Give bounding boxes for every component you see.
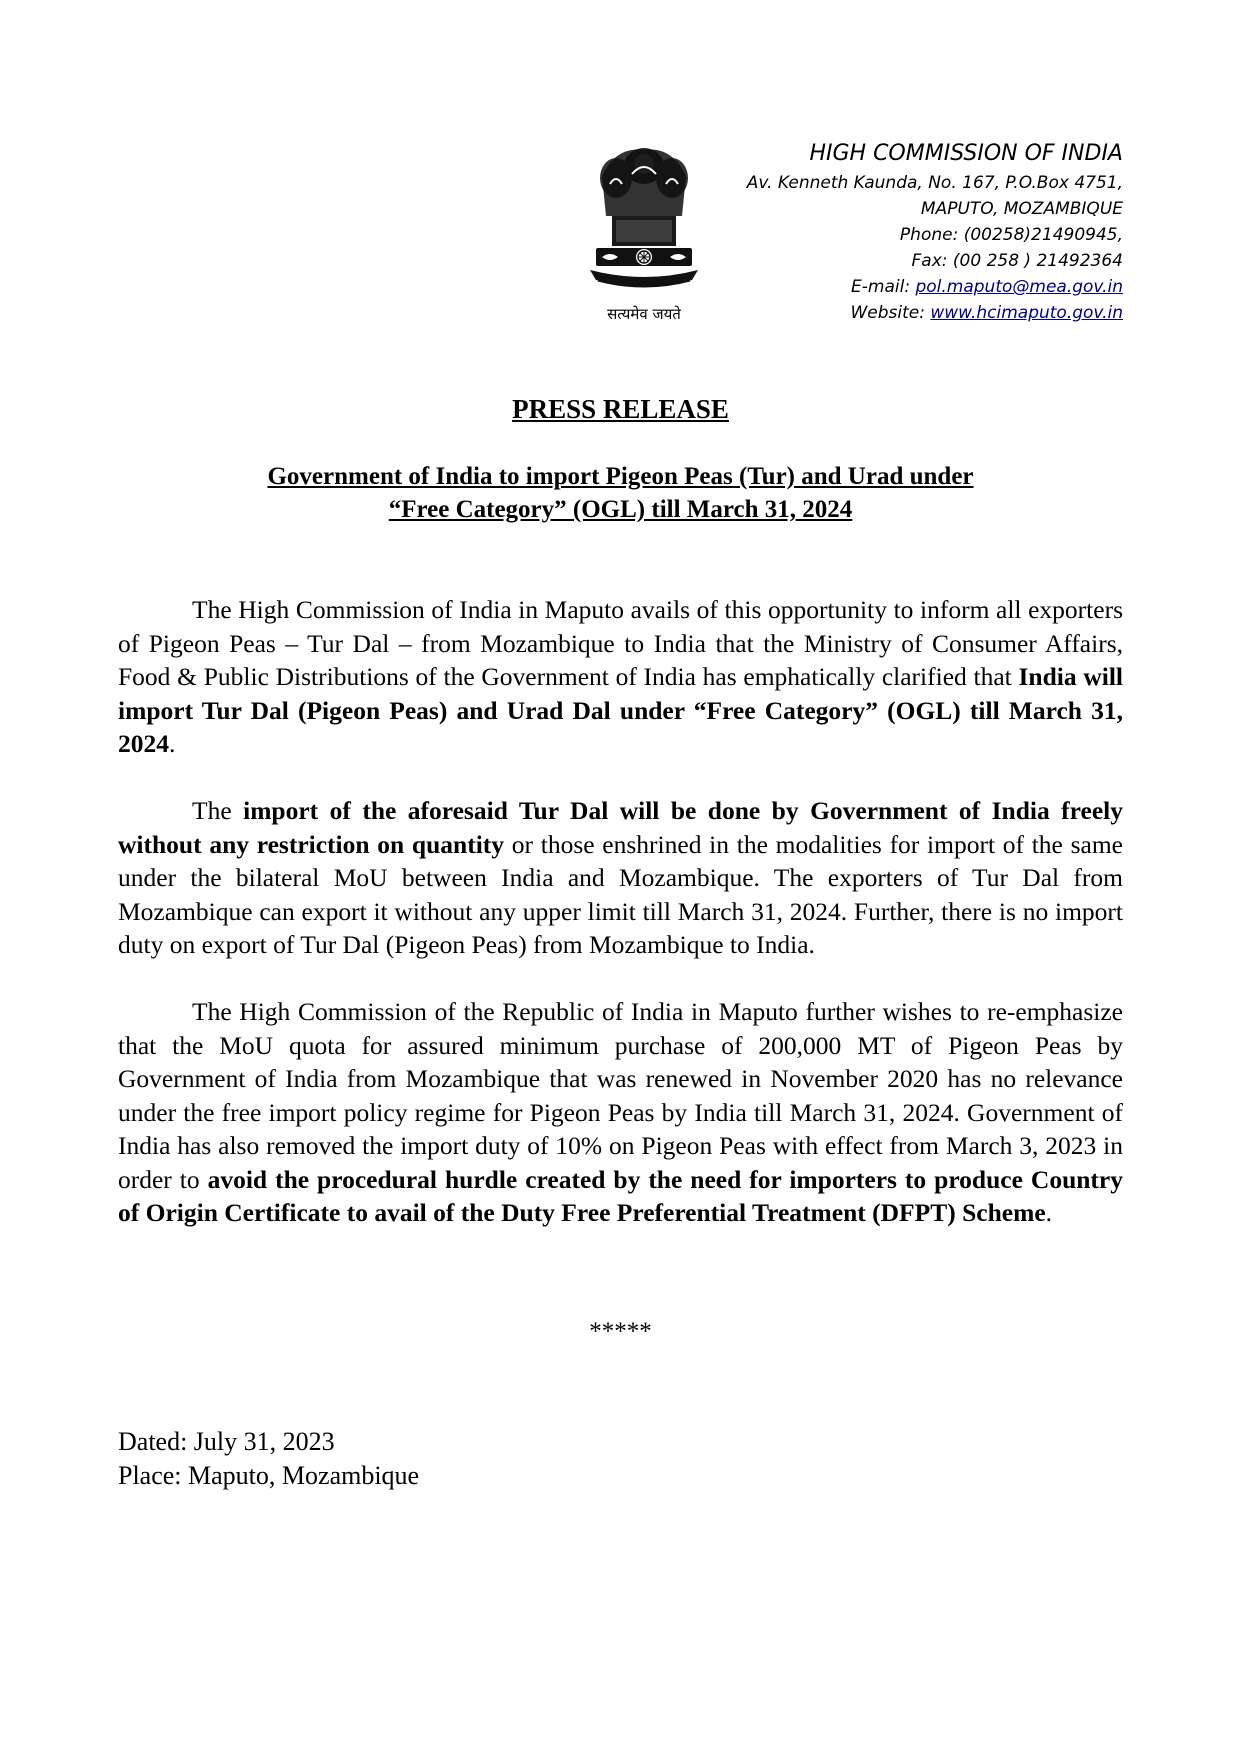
paragraph-3-end: .	[1045, 1198, 1053, 1227]
paragraph-3	[118, 995, 1123, 1230]
fax-number: Fax: (00 258 ) 21492364	[911, 251, 1123, 271]
email-label: E-mail:	[851, 277, 916, 297]
address-line-2: MAPUTO, MOZAMBIQUE	[920, 199, 1123, 219]
paragraph-3-text: The High Commission of the Republic of India in Maputo further wishes to re-emphasize that the MoU quota for assured minimum purchase of 200,000 MT of Pigeon Peas by Government of India from Mozambique that was renewed in November 2020 has no relevance under the free import policy regime for Pigeon Peas by India till March 31, 2024. Government of India has also removed the import duty of 10% on Pigeon Peas with effect from March 3, 2023 in order to	[118, 997, 1123, 1194]
emblem-motto: सत्यमेव जयते	[607, 305, 681, 323]
press-release-heading: PRESS RELEASE	[512, 394, 729, 424]
website-line	[747, 300, 1123, 326]
paragraph-2-start: The	[192, 796, 244, 825]
letterhead	[747, 138, 1123, 326]
paragraph-3-bold: avoid the procedural hurdle created by the need for importers to produce Country of Origin Certificate to avail of the Duty Free Preferential Treatment (DFPT) Scheme	[118, 1164, 1123, 1227]
website-label: Website:	[850, 303, 931, 323]
place-line: Place: Maputo, Mozambique	[118, 1461, 420, 1490]
paragraph-1-text: The High Commission of India in Maputo avails of this opportunity to inform all exporters of Pigeon Peas – Tur Dal – from Mozambique to India that the Ministry of Consumer Affairs, Food & Public Distributions of the Government of India has emphatically clarified that	[118, 595, 1123, 691]
paragraph-2	[118, 794, 1123, 962]
body-text	[118, 593, 1123, 1263]
section-separator: *****	[589, 1318, 652, 1345]
paragraph-2-text: or those enshrined in the modalities for import of the same under the bilateral MoU between India and Mozambique. The exporters of Tur Dal from Mozambique can export it without any upper limit till March 31, 2024. Further, there is no import duty on export of Tur Dal (Pigeon Peas) from Mozambique to India.	[118, 829, 1123, 959]
headline-line-2: “Free Category” (OGL) till March 31, 2024	[388, 496, 853, 523]
organization-name: HIGH COMMISSION OF INDIA	[809, 141, 1123, 166]
paragraph-1	[118, 593, 1123, 761]
phone-number: Phone: (00258)21490945,	[899, 225, 1123, 245]
state-emblem	[576, 136, 712, 332]
footer	[118, 1425, 419, 1493]
ashoka-emblem-icon	[576, 136, 712, 306]
dated-line: Dated: July 31, 2023	[118, 1427, 335, 1456]
website-link[interactable]: www.hcimaputo.gov.in	[930, 303, 1123, 323]
email-line	[747, 274, 1123, 300]
paragraph-2-bold: import of the aforesaid Tur Dal will be done by Government of India freely without any restriction on quantity	[118, 796, 1123, 859]
email-link[interactable]: pol.maputo@mea.gov.in	[915, 277, 1123, 297]
address-line-1: Av. Kenneth Kaunda, No. 167, P.O.Box 4751,	[746, 173, 1123, 193]
paragraph-1-bold: India will import Tur Dal (Pigeon Peas) and Urad Dal under “Free Category” (OGL) till March 31, 2024	[118, 662, 1123, 758]
paragraph-1-end: .	[169, 729, 176, 758]
headline	[0, 460, 1241, 526]
headline-line-1: Government of India to import Pigeon Peas (Tur) and Urad under	[267, 463, 974, 490]
